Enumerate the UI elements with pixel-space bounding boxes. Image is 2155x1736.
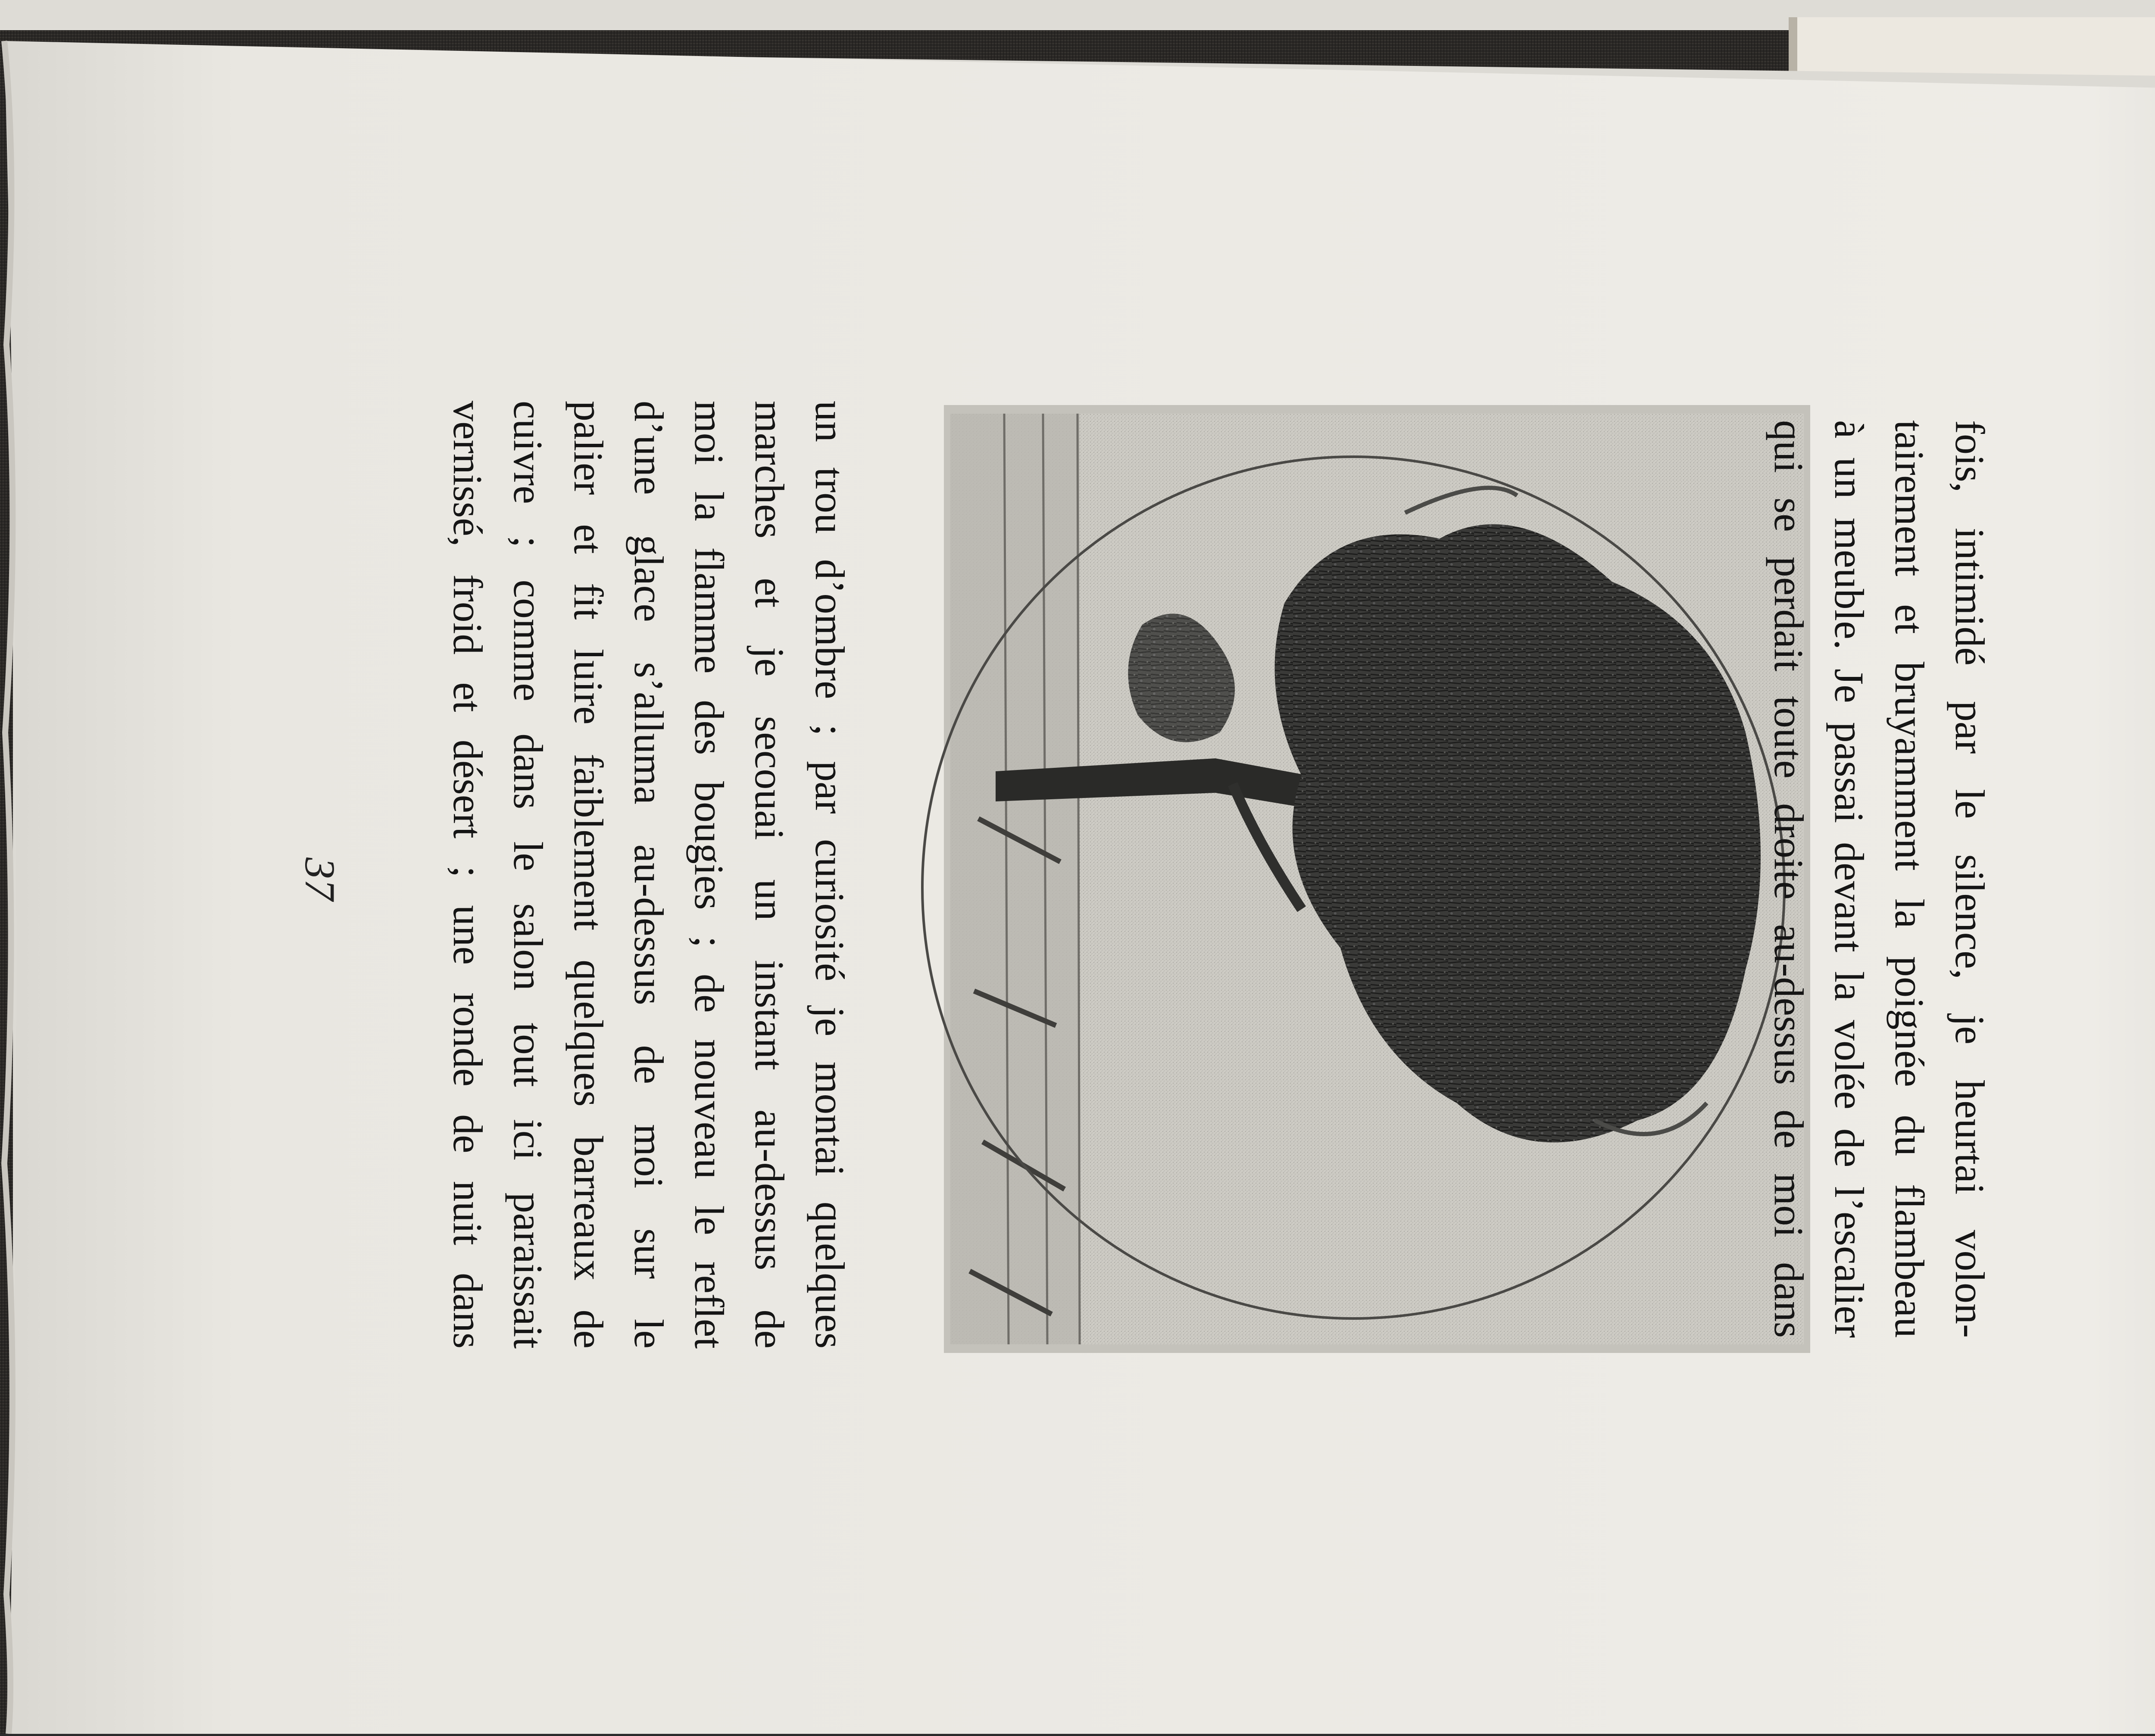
text-line: d’une glace s’alluma au-dessus de moi sur le — [626, 401, 672, 1349]
text-line: moi la flamme des bougies ; de nouveau le reflet — [686, 401, 732, 1349]
text-line: tairement et bruyamment la poignée du flambeau — [1886, 420, 1933, 1338]
text-line: qui se perdait toute droite au-dessus de moi dans — [1766, 420, 1812, 1338]
text-line: à un meuble. Je passai devant la volée de l’escalier — [1826, 420, 1872, 1338]
page-number: 37 — [296, 857, 344, 901]
text-line: marches et je secouai un instant au-dessus de — [746, 401, 793, 1349]
text-line: palier et fit luire faiblement quelques barreaux de — [565, 401, 612, 1349]
text-line: cuivre ; comme dans le salon tout ici paraissait — [505, 401, 551, 1349]
text-line: fois, intimidé par le silence, je heurtai volon- — [1947, 420, 1993, 1338]
text-line: un trou d’ombre ; par curiosité je montai quelques — [807, 401, 853, 1349]
etching-plate — [922, 405, 1810, 1353]
text-line: vernissé, froid et désert ; une ronde de nuit dans — [445, 401, 491, 1349]
